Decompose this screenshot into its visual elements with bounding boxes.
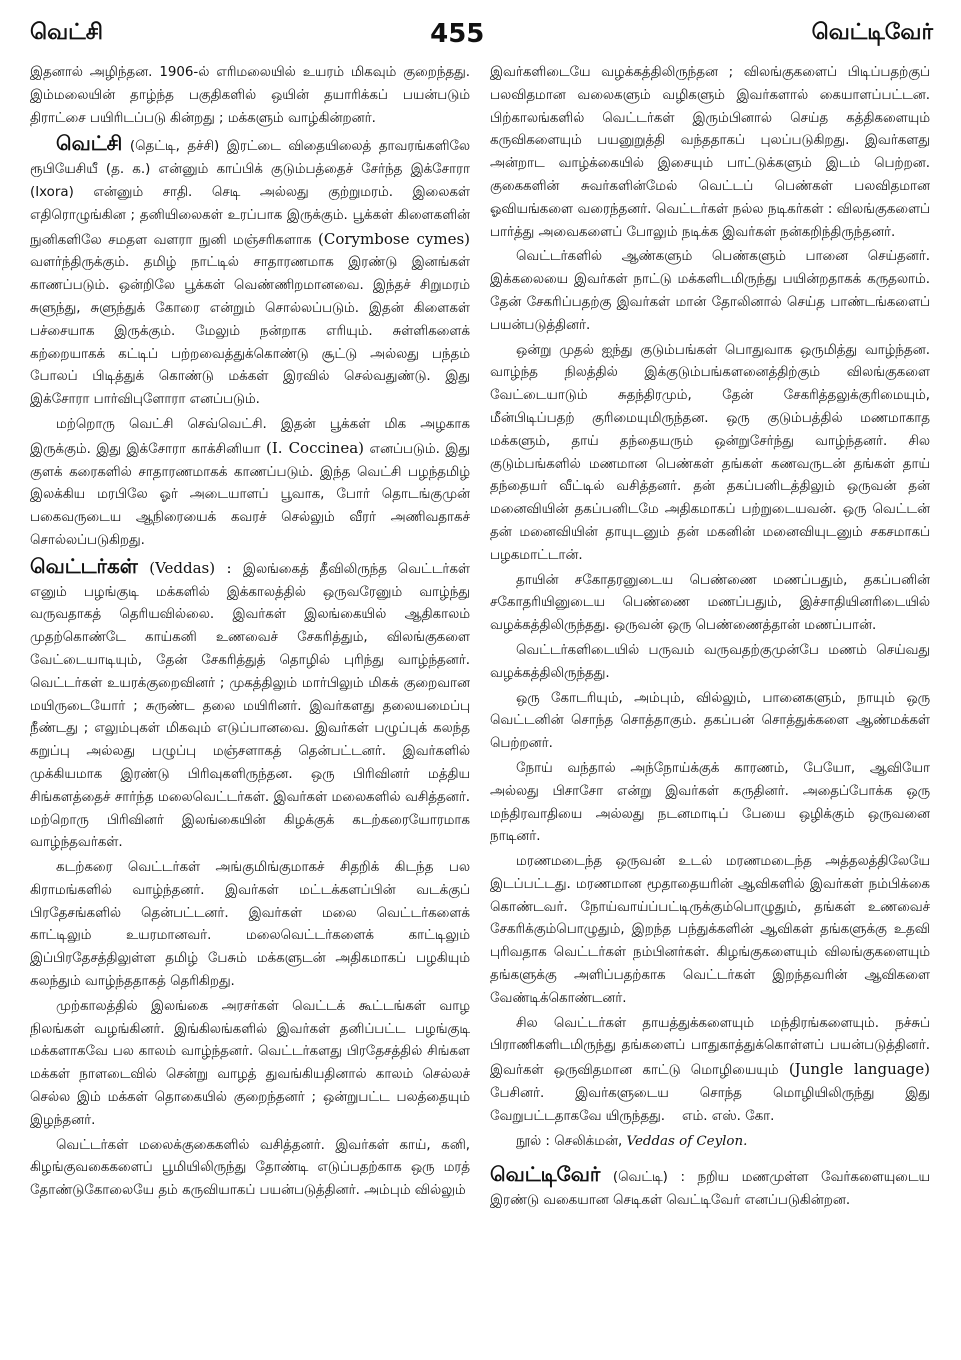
entry-vetchi: [30, 132, 470, 412]
entry-vettiver: [490, 1163, 930, 1213]
latin-term: (Veddas) :: [137, 558, 243, 577]
entry-headword: வெட்சி: [56, 131, 123, 156]
latin-term: (I. Coccinea): [266, 438, 365, 457]
source-label: நூல் : செலிக்மன்,: [516, 1133, 627, 1149]
running-head-left: வெட்சி: [30, 20, 103, 45]
author-signature: எம். எஸ். கோ.: [682, 1108, 775, 1124]
paragraph-text: மற்றொரு வெட்சி செவ்வெட்சி. இதன் பூக்கள் மிக அழகாக இருக்கும். இது இக்சோரா காக்சினியா: [30, 416, 470, 457]
paragraph: வெட்டர்கள் மலைக்குகைகளில் வசித்தனர். இவர்கள் காய், கனி, கிழங்குவகைகளைப் பூமியிலிருந்து தோண்டி எடுப்பதற்காக ஒரு மரத் தோண்டுகோலையே தம் கருவியாகப் பயன்படுத்தினர். அம்பும் வில்லும்: [30, 1137, 470, 1199]
source-book: Veddas of Ceylon.: [626, 1133, 748, 1149]
paragraph: நோய் வந்தால் அந்நோய்க்குக் காரணம், பேயோ, ஆவியோ அல்லது பிசாசோ என்று இவர்கள் கருதினர். அதைப்போக்க ஒரு மந்திரவாதியை அல்லது நடனமாடிப் பேயை ஒழிக்கும் ஒருவனை நாடினர்.: [490, 760, 930, 845]
paragraph: இவர்களிடையே வழக்கத்திலிருந்தன ; விலங்குகளைப் பிடிப்பதற்குப் பலவிதமான வலைகளும் வழிகளும் இவர்களால் கையாளப்பட்டன. பிற்காலங்களில் வெட்டர்கள் இரும்பினால் செய்த கத்திகளையும் கருவிகளையும் பயனுறுத்தி வந்ததாகப் புலப்படுகிறது. இவர்களது அன்றாட வாழ்க்கையில் இசையும் பாட்டுக்களும் இடம் பெற்றன. குகைகளின் சுவர்களின்மேல் வெட்டப் பெண்கள் பலவிதமான ஓவியங்களை வரைந்தனர். வெட்டர்கள் நல்ல நடிகர்கள் : விலங்குகளைப் பார்த்து அவைகளைப் போலும் நடிக்க இவர்கள் நன்கறிந்திருந்தனர்.: [490, 65, 930, 240]
latin-term: (Corymbose cymes): [318, 229, 471, 248]
entry-headword: வெட்டிவேர்: [490, 1162, 601, 1187]
paragraph-text: எனப்படும். இது குளக் கரைகளில் சாதாரணமாகக் காணப்படும். இந்த வெட்சி பழந்தமிழ் இலக்கிய மரபிலே ஓர் அடையாளப் பூவாக, போர் தொடங்குமுன் பகைவருடைய ஆநிரையைக் கவரச் செல்லும் வீரர் அணிவதாகச் சொல்லப்படுகிறது.: [30, 441, 470, 548]
entry-veddas: [30, 555, 470, 855]
paragraph: மரணமடைந்த ஒருவன் உடல் மரணமடைந்த அத்தலத்திலேயே இடப்பட்டது. மரணமான மூதாதையரின் ஆவிகளில் இவர்கள் நம்பிக்கை கொண்டவர். நோய்வாய்ப்பட்டிருக்கும்பொழுதும், தங்கள் உணவைச் சேகரிக்கும்பொழுதும், இறந்த பந்துக்களின் ஆவிகள் தங்களுக்கு உதவி புரிவதாக வெட்டர்கள் நம்பினர்கள். கிழங்குகளையும் விலங்குகளையும் தங்களுக்கு அளிப்பதற்காக வெட்டர்கள் இறந்தவரின் ஆவிகளை வேண்டிக்கொண்டனர்.: [490, 854, 930, 1006]
paragraph-text: சில வெட்டர்கள் தாயத்துக்களையும் மந்திரங்களையும். நச்சுப் பிராணிகளிடமிருந்து தங்களைப் பாதுகாத்துக்கொள்ளப் பயன்படுத்தினர். இவர்கள் ஒருவிதமான காட்டு மொழியையும்: [490, 1015, 930, 1079]
paragraph: கடற்கரை வெட்டர்கள் அங்குமிங்குமாகச் சிதறிக் கிடந்த பல கிராமங்களில் வாழ்ந்தனர். இவர்கள் மட்டக்களப்பின் வடக்குப் பிரதேசங்களில் தென்பட்டனர். இவர்கள் மலை வெட்டர்களைக் காட்டிலும் உயரமானவர். மலைவெட்டர்களைக் காட்டிலும் இப்பிரதேசத்திலுள்ள தமிழ் பேசும் மக்களுடன் அதிகமாகப் பழகியும் கலந்தும் வாழ்ந்ததாகத் தெரிகிறது.: [30, 860, 470, 990]
paragraph: வெட்டர்களில் ஆண்களும் பெண்களும் பானை செய்தனர். இக்கலையை இவர்கள் நாட்டு மக்களிடமிருந்து பயின்றதாகக் கருதலாம். தேன் சேகரிப்பதற்கு இவர்கள் மான் தோலினால் செய்த பாண்டங்களைப் பயன்படுத்தினர்.: [490, 249, 930, 333]
entry-text: நறிய மணமுள்ள வேர்களையுடைய இரண்டு வகையான செடிகள் வெட்டிவேர் எனப்படுகின்றன.: [490, 1170, 930, 1209]
entry-text: (தெட்டி, தச்சி) இரட்டை விதையிலைத் தாவரங்களிலே ரூபியேசியீ (த. க.) என்னும் காப்பிக் குடும்பத்தைச் சேர்ந்த இக்சோரா (Ixora) என்னும் சாதி. செடி அல்லது குற்றுமரம். இலைகள் எதிரொழுங்கின ; தனியிலைகள் உரப்பாக இருக்கும். பூக்கள் கிளைகளின் நுனிகளிலே சமதள வளரா நுனி மஞ்சரிகளாக: [30, 139, 470, 248]
right-column: [490, 62, 930, 1215]
entry-text: (வெட்டி) :: [600, 1170, 698, 1186]
page-number: 455: [430, 19, 485, 49]
paragraph: முற்காலத்தில் இலங்கை அரசர்கள் வெட்டக் கூட்டங்கள் வாழ நிலங்கள் வழங்கினர். இங்கிலங்களில் இவர்கள் தனிப்பட்ட பழங்குடி மக்களாகவே பல காலம் வாழ்ந்தனர். வெட்டர்களது பிரதேசத்தில் சிங்கள மக்கள் நாளடைவில் சென்று வாழத் துவங்கியதினால் காலம் செல்லச் செல்ல இம் மக்கள் தொகையில் குறைந்தனர் ; ஒன்றுபட்ட பலத்தையும் இழந்தனர்.: [30, 998, 470, 1128]
entry-text: வளர்ந்திருக்கும். தமிழ் நாட்டில் சாதாரணமாக இரண்டு இனங்கள் காணப்படும். ஒன்றிலே பூக்கள் வெண்ணிறமானவை. இந்தச் சிறுமரம் சுளுந்து, சுளுந்துக் கோரை என்றும் சொல்லப்படும். இதன் கிளைகள் பச்சையாக இருக்கும். மேலும் நன்றாக எரியும். சுள்ளிகளைக் கற்றையாகக் கட்டிப் பற்றவைத்துக்கொண்டு சூட்டு அல்லது பந்தம் போலப் பிடித்துக் கொண்டு மக்கள் இரவில் செல்வதுண்டு. இது இக்சோரா பார்விபுளோரா எனப்படும்.: [30, 255, 470, 408]
paragraph-text: பேசினர். இவர்களுடைய சொந்த மொழியிலிருந்து இது வேறுபட்டதாகவே யிருந்தது.: [490, 1086, 930, 1124]
entry-text: இலங்கைத் தீவிலிருந்த வெட்டர்கள் எனும் பழங்குடி மக்களில் இக்காலத்தில் ஒருவரேனும் வாழ்ந்து வருவதாகத் தெரியவில்லை. இவர்கள் இலங்கையில் ஆதிகாலம் முதற்கொண்டே காய்கனி உணவைச் சேகரித்தும், விலங்குகளை வேட்டையாடியும், தேன் சேகரித்துத் தொழில் புரிந்து வாழ்ந்தனர். வெட்டர்கள் உயரக்குறைவினர் ; முகத்திலும் மார்பிலும் மிகக் குறைவான மயிருடையோர் ; சுருண்ட தலை மயிரினர். இவர்களது தலையமைப்பு நீண்டது ; எலும்புகள் மிகவும் எடுப்பானவை. இவர்கள் பழுப்புக் கலந்த கறுப்பு அல்லது பழுப்பு மஞ்சளாகத் தென்பட்டனர். இவர்களில் முக்கியமாக இரண்டு பிரிவுகளிருந்தன. ஒரு பிரிவினர் மத்திய சிங்களத்தைச் சார்ந்த மலைவெட்டர்கள். இவர்கள் மலைகளில் வசித்தனர். மற்றொரு பிரிவினர் இலங்கையின் கிழக்குக் கடற்கரையோரமாக வாழ்ந்தவர்கள்.: [30, 561, 470, 851]
entry-headword: வெட்டர்கள்: [30, 553, 138, 578]
running-head-right: வெட்டிவேர்: [811, 20, 933, 45]
left-column: [30, 62, 470, 1205]
paragraph: ஒன்று முதல் ஐந்து குடும்பங்கள் பொதுவாக ஒருமித்து வாழ்ந்தன. வாழ்ந்த நிலத்தில் இக்குடும்பங்களனைத்திற்கும் விலங்குகளை வேட்டையாடும் சுதந்திரமும், தேன் சேகரித்தலுக்குரிமையும், மீன்பிடிப்பதற் குரிமையுமிருந்தன. ஒரு குடும்பத்தில் மணமாகாத மக்களும், தாய் தந்தையரும் ஒன்றுசேர்ந்து வாழ்ந்தனர். சில குடும்பங்களில் மணமான பெண்கள் தங்கள் கணவருடன் தங்கள் தாய் தந்தையர் வீட்டில் வசித்தனர். தன் தகப்பனிடத்திலும் ஒருவன் தன் மனைவியின் தகப்பனிடமே அதிகமாகப் பற்றுடையவன். ஒரு வெட்டன் தன் மனைவியின் தாயுடனும் தன் மகனின் மனைவியுடனும் சகசமாகப் பழகமாட்டான்.: [490, 342, 930, 563]
page-header: [30, 14, 933, 54]
latin-term: (Jungle language): [788, 1060, 930, 1079]
paragraph: தாயின் சகோதரனுடைய பெண்ணை மணப்பதும், தகப்பனின் சகோதரியினுடைய பெண்ணை மணப்பதும், இச்சாதியினரிடையில் வழக்கத்திலிருந்தது. ஒருவன் ஒரு பெண்ணைத்தான் மணப்பான்.: [490, 572, 930, 634]
paragraph: வெட்டர்களிடையில் பருவம் வருவதற்குமுன்பே மணம் செய்வது வழக்கத்திலிருந்தது.: [490, 642, 930, 681]
paragraph: இதனால் அழிந்தன. 1906-ல் எரிமலையில் உயரம் மிகவும் குறைந்தது. இம்மலையின் தாழ்ந்த பகுதிகளில் ஒயின் தயாரிக்கப் பயன்படும் திராட்சை பயிரிடப்படு கின்றது ; மக்களும் வாழ்கின்றனர்.: [30, 65, 470, 126]
paragraph: ஒரு கோடரியும், அம்பும், வில்லும், பானைகளும், நாயும் ஒரு வெட்டனின் சொந்த சொத்தாகும். தகப்பன் சொத்துக்களை ஆண்மக்கள் பெற்றனர்.: [490, 690, 930, 752]
paragraph: [30, 414, 470, 553]
paragraph: [490, 1013, 930, 1129]
source-citation: [490, 1131, 930, 1154]
